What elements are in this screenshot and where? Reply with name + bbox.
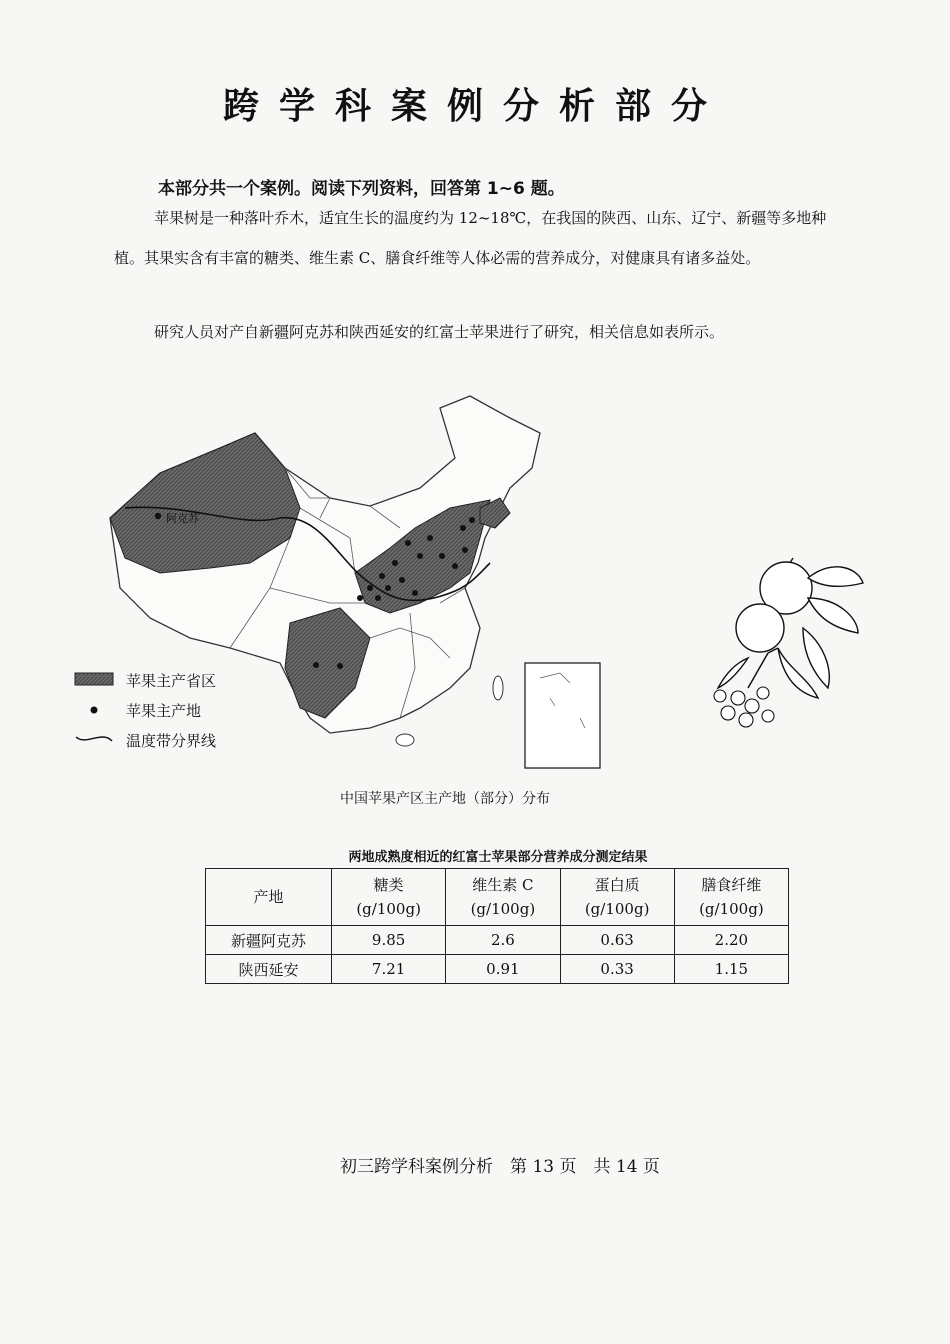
cell-vitamin-c: 0.91 [446,955,560,984]
section-title: 跨学科案例分析部分 [222,86,727,127]
table-row [206,926,789,955]
section-intro: 本部分共一个案例。阅读下列资料，回答第 1~6 题。 [158,179,565,199]
table-header-row [206,869,789,926]
paragraph-research: 研究人员对产自新疆阿克苏和陕西延安的红富士苹果进行了研究，相关信息如表所示。 [154,323,725,341]
cell-place: 新疆阿克苏 [206,926,332,955]
cell-place: 陕西延安 [206,955,332,984]
apple-icon [708,548,868,738]
header-protein: 蛋白质 (g/100g) [560,869,674,926]
map-caption: 中国苹果产区主产地（部分）分布 [340,791,550,807]
cell-sugar: 9.85 [332,926,446,955]
header-fiber: 膳食纤维 (g/100g) [674,869,788,926]
header-sugar: 糖类 (g/100g) [332,869,446,926]
nutrition-table [205,868,789,984]
header-place: 产地 [206,869,332,926]
cell-protein: 0.33 [560,955,674,984]
legend-site-label: 苹果主产地 [126,702,202,720]
site-dot-icon [74,702,114,716]
cell-vitamin-c: 2.6 [446,926,560,955]
hainan-island [396,734,414,746]
table-title: 两地成熟度相近的红富士苹果部分营养成分测定结果 [348,850,648,865]
place-label-aksu: 阿克苏 [166,512,199,525]
cell-sugar: 7.21 [332,955,446,984]
south-sea-inset [525,663,600,768]
cell-fiber: 1.15 [674,955,788,984]
province-swatch-icon [74,672,114,686]
cell-protein: 0.63 [560,926,674,955]
header-vitamin-c: 维生素 C (g/100g) [446,869,560,926]
table-row [206,955,789,984]
boundary-line-icon [74,732,114,746]
legend-boundary-label: 温度带分界线 [126,732,217,750]
legend-province-label: 苹果主产省区 [126,672,217,690]
apple-branch-illustration [708,548,868,738]
cell-fiber: 2.20 [674,926,788,955]
paragraph-apple-tree: 苹果树是一种落叶乔木，适宜生长的温度约为 12~18℃，在我国的陕西、山东、辽宁、新疆等多地种植。其果实含有丰富的糖类、维生素 C、膳食纤维等人体必需的营养成分，对健康具有诸多益处。 [114,209,827,267]
page-footer: 初三跨学科案例分析 第 13 页 共 14 页 [340,1157,660,1177]
taiwan-island [493,676,503,700]
